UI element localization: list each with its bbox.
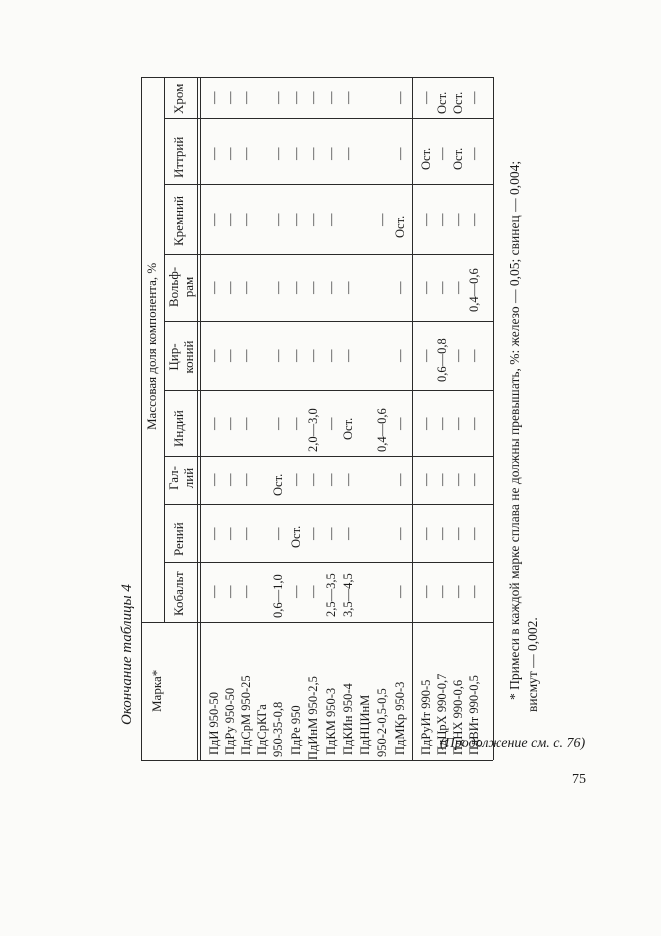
cell: — [393, 281, 407, 294]
cell: — [419, 417, 433, 430]
cell: — [393, 417, 407, 430]
footnote-line-2: висмут — 0,002. [525, 617, 540, 712]
cell: — [324, 349, 338, 362]
cell: — [207, 213, 221, 226]
cell: — [341, 147, 355, 160]
cell: — [271, 527, 285, 540]
cell: — [289, 585, 303, 598]
cell: — [467, 527, 481, 540]
cell: — [451, 417, 465, 430]
mark-row: 950-35-0,8 [271, 701, 285, 757]
cell: — [207, 585, 221, 598]
cell: — [306, 473, 320, 486]
cell: — [341, 281, 355, 294]
cell: 2,5—3,5 [324, 573, 338, 617]
cell: — [451, 527, 465, 540]
cell: — [223, 585, 237, 598]
cell: Ост. [435, 91, 449, 114]
header-yttrium: Иттрий [171, 136, 186, 178]
cell: — [207, 349, 221, 362]
mark-row: ПдЦрХ 990-0,7 [435, 673, 449, 755]
mark-row: ПдКИн 950-4 [341, 683, 355, 755]
cell: — [306, 349, 320, 362]
cell: — [324, 91, 338, 104]
cell: 2,0—3,0 [306, 408, 320, 452]
cell: — [393, 585, 407, 598]
table-title: Окончание таблицы 4 [119, 584, 135, 725]
cell: — [271, 281, 285, 294]
cell: — [467, 585, 481, 598]
cell: — [239, 473, 253, 486]
cell: — [239, 213, 253, 226]
cell: — [306, 527, 320, 540]
header-mark: Марка* [149, 669, 164, 712]
cell: 0,4—0,6 [467, 268, 481, 312]
cell: — [451, 349, 465, 362]
cell: Ост. [271, 473, 285, 496]
cell: — [419, 213, 433, 226]
cell: — [324, 473, 338, 486]
cell: — [324, 147, 338, 160]
mark-row: ПдНХ 990-0,6 [451, 679, 465, 755]
cell: — [419, 527, 433, 540]
cell: — [451, 585, 465, 598]
cell: — [393, 349, 407, 362]
cell: — [375, 213, 389, 226]
cell: — [223, 349, 237, 362]
cell: — [271, 349, 285, 362]
cell: — [306, 91, 320, 104]
cell: — [393, 473, 407, 486]
cell: — [239, 349, 253, 362]
cell: Ост. [341, 417, 355, 440]
cell: — [223, 281, 237, 294]
cell: — [451, 281, 465, 294]
page-number: 75 [572, 772, 586, 787]
cell: — [451, 473, 465, 486]
cell: — [341, 91, 355, 104]
cell: — [393, 527, 407, 540]
cell: — [207, 147, 221, 160]
cell: — [467, 91, 481, 104]
cell: — [306, 281, 320, 294]
cell: — [289, 147, 303, 160]
mark-row: ПдРу 950-50 [223, 687, 237, 755]
cell: — [289, 349, 303, 362]
cell: Ост. [289, 525, 303, 548]
cell: — [341, 349, 355, 362]
cell: 0,4—0,6 [375, 408, 389, 452]
cell: — [306, 147, 320, 160]
cell: — [435, 527, 449, 540]
cell: — [223, 213, 237, 226]
cell: 0,6—0,8 [435, 338, 449, 382]
mark-row: 950-2-0,5-0,5 [375, 688, 389, 757]
cell: Ост. [393, 215, 407, 238]
cell: — [207, 281, 221, 294]
header-rhenium: Рений [171, 522, 186, 556]
cell: — [289, 213, 303, 226]
cell: — [393, 91, 407, 104]
mark-row: ПдВИт 990-0,5 [467, 675, 481, 755]
mark-row: ПдНЦИнМ [358, 694, 372, 755]
cell: — [239, 91, 253, 104]
cell: — [271, 91, 285, 104]
cell: — [271, 213, 285, 226]
cell: — [419, 281, 433, 294]
cell: — [239, 585, 253, 598]
header-cobalt: Кобальт [171, 571, 186, 616]
cell: — [271, 417, 285, 430]
cell: — [289, 417, 303, 430]
mark-row: ПдКМ 950-3 [324, 687, 338, 755]
cell: Ост. [419, 147, 433, 170]
cell: — [467, 147, 481, 160]
cell: — [451, 213, 465, 226]
cell: 3,5—4,5 [341, 573, 355, 617]
cell: — [467, 349, 481, 362]
mark-row: ПдМКр 950-3 [393, 681, 407, 755]
cell: — [239, 147, 253, 160]
cell: Ост. [451, 147, 465, 170]
cell: 0,6—1,0 [271, 574, 285, 618]
mark-row: ПдИ 950-50 [207, 692, 221, 755]
cell: — [393, 147, 407, 160]
cell: — [207, 417, 221, 430]
cell: — [239, 417, 253, 430]
cell: — [207, 527, 221, 540]
cell: — [223, 527, 237, 540]
cell: — [419, 349, 433, 362]
cell: — [341, 473, 355, 486]
cell: — [341, 527, 355, 540]
cell: — [435, 147, 449, 160]
header-chromium: Хром [171, 83, 186, 114]
cell: Ост. [451, 91, 465, 114]
cell: — [289, 281, 303, 294]
cell: — [223, 91, 237, 104]
continuation-note: (Продолжение см. с. 76) [440, 736, 586, 751]
mark-row: ПдСрКГа [255, 704, 269, 755]
mark-row: ПдСрМ 950-25 [239, 675, 253, 755]
cell: — [467, 417, 481, 430]
cell: — [419, 585, 433, 598]
header-mass-fraction: Массовая доля компонента, % [144, 262, 159, 430]
cell: — [289, 91, 303, 104]
cell: — [223, 417, 237, 430]
cell: — [239, 281, 253, 294]
mark-row: ПдИнМ 950-2,5 [306, 676, 320, 760]
mark-row: ПдРе 950 [289, 705, 303, 755]
footnote-line-1: * Примеси в каждой марке сплава не должны превышать, %: железо — 0,05; свинец — 0,004; [507, 160, 522, 700]
header-tungsten: Вольф- рам [166, 266, 196, 308]
cell: — [419, 473, 433, 486]
cell: — [239, 527, 253, 540]
mark-row: ПдРуИт 990-5 [419, 679, 433, 755]
cell: — [271, 147, 285, 160]
cell: — [419, 91, 433, 104]
header-indium: Индий [171, 410, 186, 447]
cell: — [289, 473, 303, 486]
cell: — [435, 281, 449, 294]
cell: — [306, 585, 320, 598]
cell: — [207, 91, 221, 104]
cell: — [324, 281, 338, 294]
cell: — [306, 213, 320, 226]
cell: — [435, 417, 449, 430]
cell: — [435, 473, 449, 486]
header-silicon: Кремний [171, 195, 186, 246]
header-gallium: Гал- лий [166, 466, 196, 490]
cell: — [207, 473, 221, 486]
cell: — [467, 213, 481, 226]
cell: — [324, 213, 338, 226]
cell: — [324, 417, 338, 430]
cell: — [435, 213, 449, 226]
cell: — [435, 585, 449, 598]
cell: — [467, 473, 481, 486]
cell: — [324, 527, 338, 540]
header-zirconium: Цир- коний [166, 340, 196, 374]
cell: — [223, 147, 237, 160]
cell: — [223, 473, 237, 486]
